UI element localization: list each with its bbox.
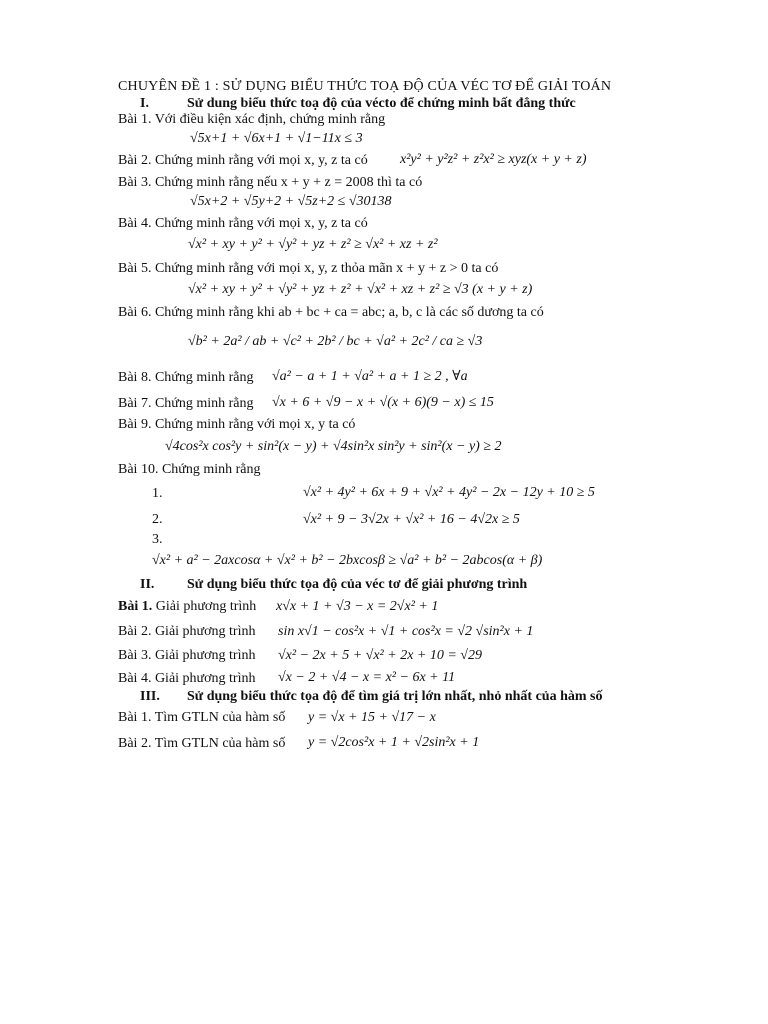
exercise-10-statement: Bài 10. Chứng minh rằng: [118, 462, 261, 477]
exercise-9-statement: Bài 9. Chứng minh rằng với mọi x, y ta có: [118, 417, 356, 432]
exercise-10-item-3-number: 3.: [152, 532, 163, 547]
equation-2-statement: Bài 2. Giải phương trình: [118, 624, 256, 639]
extrema-1-formula: y = √x + 15 + √17 − x: [308, 710, 436, 725]
section-2-number: II.: [140, 577, 155, 592]
exercise-5-formula: √x² + xy + y² + √y² + yz + z² + √x² + xz + z² ≥ √3 (x + y + z): [188, 282, 533, 297]
section-3-number: III.: [140, 689, 160, 704]
equation-1-bold-label: Bài 1.: [118, 599, 153, 614]
equation-4-formula: √x − 2 + √4 − x = x² − 6x + 11: [278, 670, 456, 685]
section-1-heading: Sử dung biểu thức toạ độ của vécto để chứng minh bất đẳng thức: [187, 96, 576, 111]
equation-2-formula: sin x√1 − cos²x + √1 + cos²x = √2 √sin²x + 1: [278, 624, 534, 639]
exercise-4-statement: Bài 4. Chứng minh rằng với mọi x, y, z ta có: [118, 216, 368, 231]
exercise-5-statement: Bài 5. Chứng minh rằng với mọi x, y, z thỏa mãn x + y + z > 0 ta có: [118, 261, 499, 276]
exercise-3-statement: Bài 3. Chứng minh rằng nếu x + y + z = 2008 thì ta có: [118, 175, 423, 190]
exercise-8-formula: √a² − a + 1 + √a² + a + 1 ≥ 2 , ∀a: [272, 369, 468, 384]
equation-3-statement: Bài 3. Giải phương trình: [118, 648, 256, 663]
extrema-2-formula: y = √2cos²x + 1 + √2sin²x + 1: [308, 735, 480, 750]
extrema-2-statement: Bài 2. Tìm GTLN của hàm số: [118, 736, 286, 751]
equation-1-formula: x√x + 1 + √3 − x = 2√x² + 1: [276, 599, 439, 614]
exercise-3-formula: √5x+2 + √5y+2 + √5z+2 ≤ √30138: [190, 194, 392, 209]
exercise-10-item-2-number: 2.: [152, 512, 163, 527]
exercise-10-item-2-formula: √x² + 9 − 3√2x + √x² + 16 − 4√2x ≥ 5: [303, 512, 520, 527]
section-1-number: I.: [140, 96, 149, 111]
exercise-7-formula: √x + 6 + √9 − x + √(x + 6)(9 − x) ≤ 15: [272, 395, 494, 410]
exercise-6-statement: Bài 6. Chứng minh rằng khi ab + bc + ca = abc; a, b, c là các số dương ta có: [118, 305, 544, 320]
exercise-10-item-1-formula: √x² + 4y² + 6x + 9 + √x² + 4y² − 2x − 12y + 10 ≥ 5: [303, 485, 595, 500]
exercise-7-statement: Bài 7. Chứng minh rằng: [118, 396, 254, 411]
exercise-1-statement: Bài 1. Với điều kiện xác định, chứng minh rằng: [118, 112, 386, 127]
section-3-heading: Sử dụng biểu thức tọa độ để tìm giá trị lớn nhất, nhỏ nhất của hàm số: [187, 689, 603, 704]
exercise-1-formula: √5x+1 + √6x+1 + √1−11x ≤ 3: [190, 131, 363, 146]
exercise-4-formula: √x² + xy + y² + √y² + yz + z² ≥ √x² + xz + z²: [188, 237, 438, 252]
exercise-9-formula: √4cos²x cos²y + sin²(x − y) + √4sin²x sin²y + sin²(x − y) ≥ 2: [165, 439, 502, 454]
equation-1-label: Giải phương trình: [152, 599, 257, 614]
equation-1-statement: [118, 598, 256, 616]
equation-3-formula: √x² − 2x + 5 + √x² + 2x + 10 = √29: [278, 648, 482, 663]
exercise-6-formula: √b² + 2a² / ab + √c² + 2b² / bc + √a² + 2c² / ca ≥ √3: [188, 334, 483, 349]
exercise-8-statement: Bài 8. Chứng minh rằng: [118, 370, 254, 385]
exercise-2-formula: x²y² + y²z² + z²x² ≥ xyz(x + y + z): [400, 152, 587, 167]
equation-4-statement: Bài 4. Giải phương trình: [118, 671, 256, 686]
section-2-heading: Sử dụng biểu thức tọa độ của véc tơ để giải phương trình: [187, 577, 528, 592]
extrema-1-statement: Bài 1. Tìm GTLN của hàm số: [118, 710, 286, 725]
exercise-10-item-1-number: 1.: [152, 486, 163, 501]
exercise-2-statement: Bài 2. Chứng minh rằng với mọi x, y, z ta có: [118, 153, 368, 168]
document-title: CHUYÊN ĐỀ 1 : SỬ DỤNG BIỂU THỨC TOẠ ĐỘ CỦA VÉC TƠ ĐỂ GIẢI TOÁN: [118, 79, 612, 94]
exercise-10-item-3-formula: √x² + a² − 2axcosα + √x² + b² − 2bxcosβ ≥ √a² + b² − 2abcos(α + β): [152, 553, 543, 568]
